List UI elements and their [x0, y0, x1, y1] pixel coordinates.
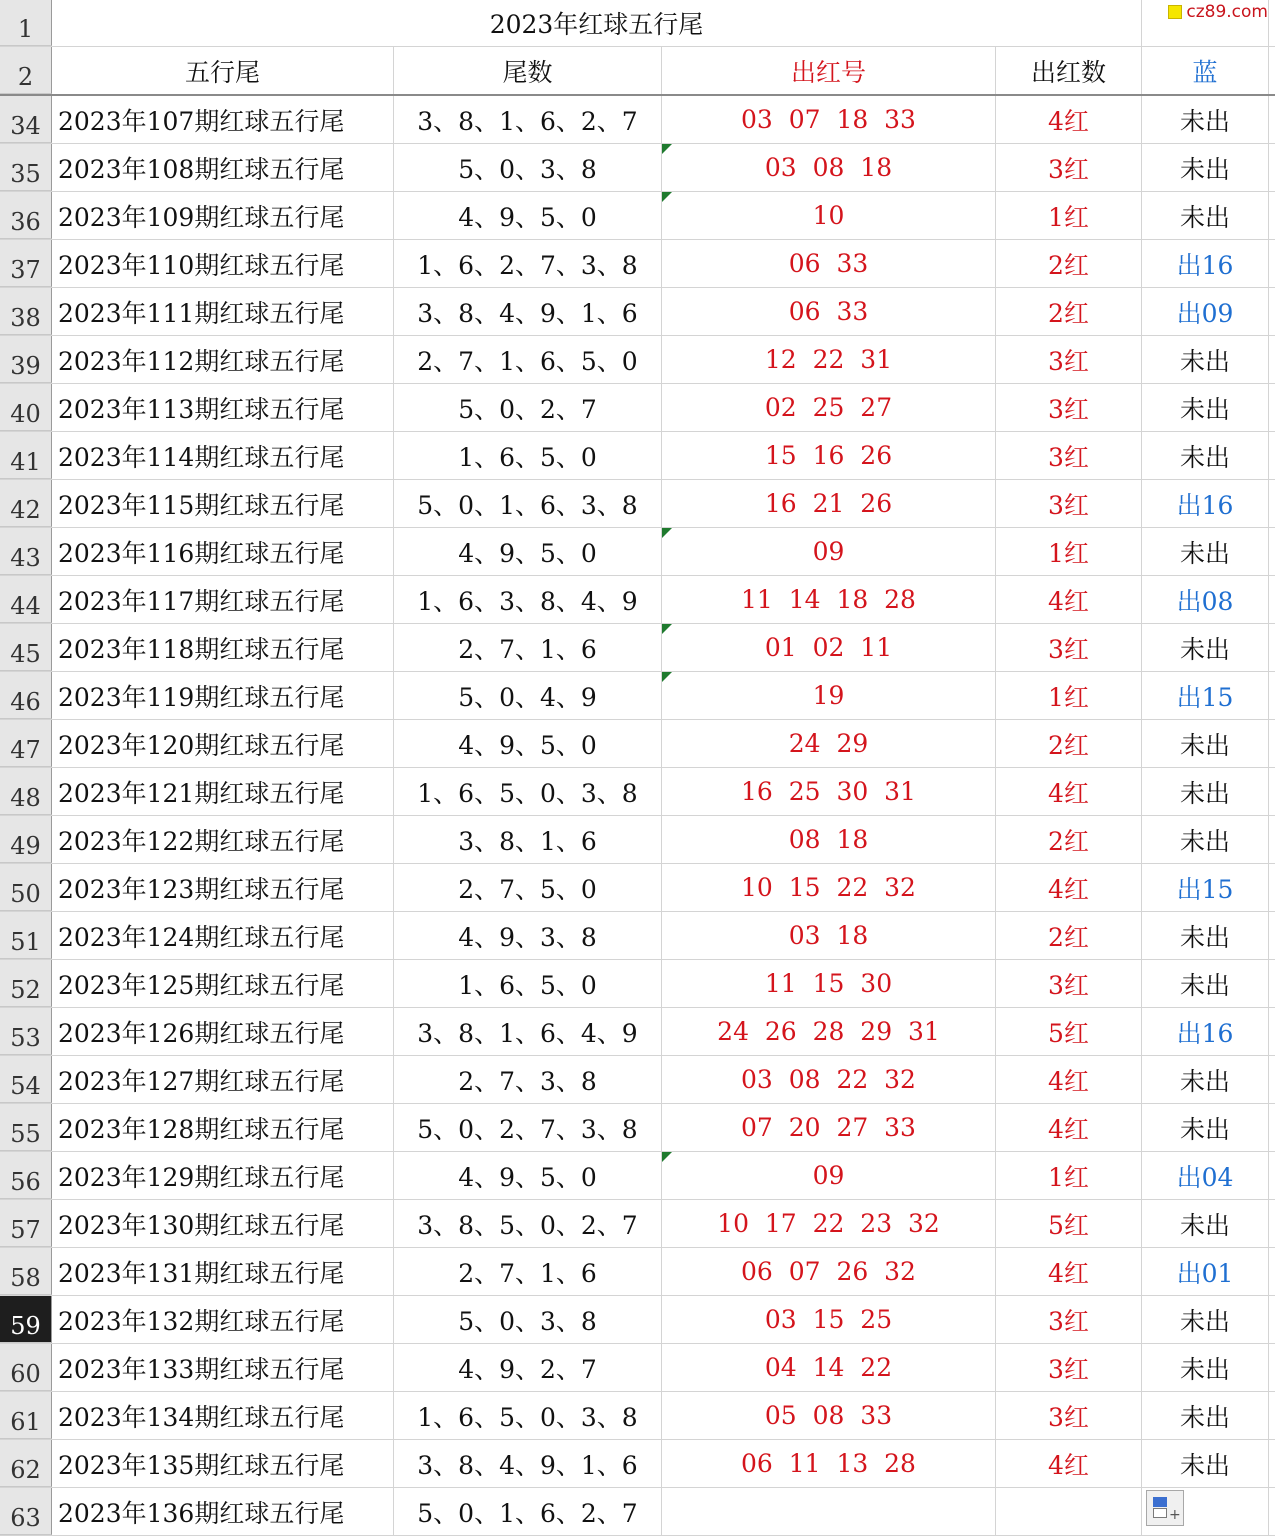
table-row [0, 1152, 1275, 1200]
empty-cell [1269, 432, 1275, 479]
cell-tails[interactable]: 3、8、1、6、2、7 [394, 96, 662, 143]
cell-red-count[interactable]: 3红 [996, 384, 1142, 431]
cell-red-numbers[interactable] [662, 1056, 996, 1103]
red-numbers-text: 11 14 18 28 [741, 585, 916, 614]
cell-red-count[interactable]: 4红 [996, 864, 1142, 911]
row-header[interactable]: 49 [0, 816, 52, 863]
cell-name[interactable]: 2023年117期红球五行尾 [52, 576, 394, 623]
cell-blue[interactable]: 未出 [1142, 960, 1269, 1007]
red-numbers-text: 24 26 28 29 31 [717, 1017, 940, 1046]
empty-cell [1269, 816, 1275, 863]
row-header[interactable]: 56 [0, 1152, 52, 1199]
empty-cell [1269, 288, 1275, 335]
red-numbers-text: 06 11 13 28 [741, 1449, 916, 1478]
cell-red-numbers[interactable] [662, 768, 996, 815]
empty-cell [1269, 1488, 1275, 1535]
row-header[interactable]: 59 [0, 1296, 52, 1343]
header-tails[interactable]: 尾数 [394, 47, 662, 94]
cell-red-count[interactable]: 3红 [996, 1296, 1142, 1343]
cell-tails[interactable]: 5、0、1、6、3、8 [394, 480, 662, 527]
table-row [0, 1104, 1275, 1152]
cell-red-count[interactable]: 3红 [996, 432, 1142, 479]
cell-tails[interactable]: 5、0、2、7、3、8 [394, 1104, 662, 1151]
empty-cell[interactable] [1142, 0, 1269, 46]
cell-name[interactable]: 2023年129期红球五行尾 [52, 1152, 394, 1199]
cell-red-count[interactable]: 3红 [996, 960, 1142, 1007]
row-header[interactable]: 42 [0, 480, 52, 527]
cell-red-numbers[interactable] [662, 720, 996, 767]
cell-tails[interactable]: 3、8、4、9、1、6 [394, 288, 662, 335]
cell-blue[interactable]: 未出 [1142, 912, 1269, 959]
cell-red-count[interactable]: 2红 [996, 720, 1142, 767]
cell-name[interactable]: 2023年136期红球五行尾 [52, 1488, 394, 1535]
red-numbers-text: 02 25 27 [764, 393, 893, 422]
table-row [0, 96, 1275, 144]
row-header[interactable]: 37 [0, 240, 52, 287]
red-numbers-text: 09 [812, 1161, 845, 1190]
cell-name[interactable]: 2023年119期红球五行尾 [52, 672, 394, 719]
red-numbers-text: 06 07 26 32 [741, 1257, 916, 1286]
cell-red-numbers[interactable] [662, 480, 996, 527]
row-header[interactable]: 45 [0, 624, 52, 671]
row-header[interactable]: 40 [0, 384, 52, 431]
cell-red-numbers[interactable] [662, 1344, 996, 1391]
cell-tails[interactable]: 3、8、1、6 [394, 816, 662, 863]
comment-marker-icon [662, 192, 672, 202]
table-row [0, 1392, 1275, 1440]
cell-tails[interactable]: 1、6、2、7、3、8 [394, 240, 662, 287]
cell-name[interactable]: 2023年131期红球五行尾 [52, 1248, 394, 1295]
red-numbers-text: 10 17 22 23 32 [717, 1209, 940, 1238]
cell-name[interactable]: 2023年107期红球五行尾 [52, 96, 394, 143]
cell-red-numbers[interactable] [662, 1152, 996, 1199]
cell-tails[interactable]: 2、7、5、0 [394, 864, 662, 911]
table-row [0, 432, 1275, 480]
comment-marker-icon [662, 1152, 672, 1162]
cell-red-count[interactable]: 3红 [996, 480, 1142, 527]
cell-blue[interactable]: 出15 [1142, 672, 1269, 719]
cell-name[interactable]: 2023年127期红球五行尾 [52, 1056, 394, 1103]
cell-blue[interactable]: 未出 [1142, 1200, 1269, 1247]
cell-tails[interactable]: 3、8、1、6、4、9 [394, 1008, 662, 1055]
table-row [0, 960, 1275, 1008]
cell-blue[interactable]: 未出 [1142, 1344, 1269, 1391]
row-header[interactable]: 63 [0, 1488, 52, 1535]
cell-name[interactable]: 2023年128期红球五行尾 [52, 1104, 394, 1151]
row-header[interactable]: 38 [0, 288, 52, 335]
header-wuxingwei[interactable]: 五行尾 [52, 47, 394, 94]
empty-cell [1269, 1392, 1275, 1439]
cell-red-count[interactable]: 4红 [996, 1104, 1142, 1151]
red-numbers-text: 11 15 30 [764, 969, 893, 998]
row-header[interactable]: 35 [0, 144, 52, 191]
cell-blue[interactable]: 未出 [1142, 1056, 1269, 1103]
cell-red-count[interactable]: 3红 [996, 1344, 1142, 1391]
cell-name[interactable]: 2023年115期红球五行尾 [52, 480, 394, 527]
table-row [0, 288, 1275, 336]
red-numbers-text: 04 14 22 [764, 1353, 893, 1382]
cell-red-count[interactable]: 2红 [996, 912, 1142, 959]
cell-tails[interactable]: 1、6、5、0 [394, 960, 662, 1007]
cell-red-numbers[interactable] [662, 96, 996, 143]
cell-name[interactable]: 2023年111期红球五行尾 [52, 288, 394, 335]
red-numbers-text: 05 08 33 [764, 1401, 893, 1430]
table-row [0, 384, 1275, 432]
cell-red-numbers[interactable] [662, 528, 996, 575]
title-row [0, 0, 1275, 47]
red-numbers-text: 12 22 31 [764, 345, 893, 374]
red-numbers-text: 03 08 18 [764, 153, 893, 182]
cell-tails[interactable]: 5、0、3、8 [394, 1296, 662, 1343]
row-header[interactable]: 47 [0, 720, 52, 767]
cell-red-numbers[interactable] [662, 960, 996, 1007]
cell-red-count[interactable]: 1红 [996, 528, 1142, 575]
cell-blue[interactable]: 出16 [1142, 240, 1269, 287]
empty-cell [1269, 240, 1275, 287]
cell-name[interactable]: 2023年121期红球五行尾 [52, 768, 394, 815]
cell-tails[interactable]: 4、9、2、7 [394, 1344, 662, 1391]
red-numbers-text: 09 [812, 537, 845, 566]
empty-cell [1269, 144, 1275, 191]
cell-tails[interactable]: 4、9、5、0 [394, 720, 662, 767]
paste-options-button[interactable] [1146, 1490, 1184, 1526]
cell-blue[interactable]: 未出 [1142, 1440, 1269, 1487]
table-row [0, 1008, 1275, 1056]
cell-name[interactable]: 2023年130期红球五行尾 [52, 1200, 394, 1247]
cell-red-numbers[interactable] [662, 672, 996, 719]
cell-red-numbers[interactable] [662, 1248, 996, 1295]
row-header[interactable]: 57 [0, 1200, 52, 1247]
red-numbers-text: 16 25 30 31 [741, 777, 916, 806]
empty-cell [1269, 1056, 1275, 1103]
cell-red-numbers[interactable] [662, 1008, 996, 1055]
cell-red-numbers[interactable] [662, 240, 996, 287]
cell-red-numbers[interactable] [662, 1200, 996, 1247]
row-header[interactable]: 60 [0, 1344, 52, 1391]
header-blue[interactable]: 蓝 [1142, 47, 1269, 94]
cell-tails[interactable]: 2、7、1、6、5、0 [394, 336, 662, 383]
header-red-numbers[interactable]: 出红号 [662, 47, 996, 94]
empty-cell [1269, 480, 1275, 527]
cell-tails[interactable]: 4、9、5、0 [394, 192, 662, 239]
cell-red-count[interactable]: 4红 [996, 1056, 1142, 1103]
table-row [0, 1440, 1275, 1488]
cell-name[interactable]: 2023年132期红球五行尾 [52, 1296, 394, 1343]
cell-name[interactable]: 2023年109期红球五行尾 [52, 192, 394, 239]
row-header[interactable]: 62 [0, 1440, 52, 1487]
cell-name[interactable]: 2023年135期红球五行尾 [52, 1440, 394, 1487]
cell-red-numbers[interactable] [662, 912, 996, 959]
red-numbers-text: 03 07 18 33 [741, 105, 916, 134]
cell-tails[interactable]: 2、7、1、6 [394, 624, 662, 671]
paste-icon-sheet [1153, 1508, 1167, 1518]
cell-name[interactable]: 2023年122期红球五行尾 [52, 816, 394, 863]
cell-blue[interactable]: 出15 [1142, 864, 1269, 911]
cell-tails[interactable]: 5、0、2、7 [394, 384, 662, 431]
cell-red-count[interactable]: 1红 [996, 672, 1142, 719]
header-red-count[interactable]: 出红数 [996, 47, 1142, 94]
cell-red-count[interactable]: 2红 [996, 240, 1142, 287]
row-header[interactable]: 50 [0, 864, 52, 911]
red-numbers-text: 01 02 11 [764, 633, 893, 662]
cell-tails[interactable]: 1、6、5、0、3、8 [394, 768, 662, 815]
cell-red-count[interactable]: 3红 [996, 336, 1142, 383]
cell-blue[interactable]: 未出 [1142, 1392, 1269, 1439]
cell-red-count[interactable]: 5红 [996, 1200, 1142, 1247]
cell-tails[interactable]: 5、0、3、8 [394, 144, 662, 191]
red-numbers-text: 16 21 26 [764, 489, 893, 518]
cell-blue[interactable]: 出01 [1142, 1248, 1269, 1295]
table-row [0, 1248, 1275, 1296]
cell-red-count[interactable]: 2红 [996, 816, 1142, 863]
logo-text: cz89.com [1186, 2, 1268, 22]
comment-marker-icon [662, 528, 672, 538]
cell-blue[interactable]: 出04 [1142, 1152, 1269, 1199]
cell-tails[interactable]: 4、9、5、0 [394, 1152, 662, 1199]
cell-name[interactable]: 2023年125期红球五行尾 [52, 960, 394, 1007]
empty-cell [1269, 528, 1275, 575]
table-row [0, 624, 1275, 672]
red-numbers-text: 10 [812, 201, 845, 230]
cell-red-numbers[interactable] [662, 336, 996, 383]
table-row [0, 1200, 1275, 1248]
table-row [0, 480, 1275, 528]
row-header[interactable]: 2 [0, 47, 52, 94]
cell-red-numbers[interactable] [662, 624, 996, 671]
red-numbers-text: 19 [812, 681, 845, 710]
cell-blue[interactable]: 未出 [1142, 816, 1269, 863]
cell-red-count[interactable]: 4红 [996, 1440, 1142, 1487]
cell-red-numbers[interactable] [662, 816, 996, 863]
comment-marker-icon [662, 624, 672, 634]
red-numbers-text: 03 15 25 [764, 1305, 893, 1334]
empty-cell [1269, 864, 1275, 911]
cell-blue[interactable]: 未出 [1142, 768, 1269, 815]
empty-cell [1269, 768, 1275, 815]
paste-icon [1153, 1497, 1167, 1507]
table-row [0, 528, 1275, 576]
cell-red-numbers[interactable] [662, 288, 996, 335]
table-row [0, 816, 1275, 864]
cell-name[interactable]: 2023年120期红球五行尾 [52, 720, 394, 767]
cell-name[interactable]: 2023年112期红球五行尾 [52, 336, 394, 383]
row-header[interactable]: 46 [0, 672, 52, 719]
cell-blue[interactable]: 未出 [1142, 720, 1269, 767]
cell-red-numbers[interactable] [662, 384, 996, 431]
cell-tails[interactable]: 2、7、3、8 [394, 1056, 662, 1103]
cell-blue[interactable]: 未出 [1142, 432, 1269, 479]
empty-cell [1269, 1200, 1275, 1247]
cell-name[interactable]: 2023年110期红球五行尾 [52, 240, 394, 287]
red-numbers-text: 06 33 [788, 297, 869, 326]
table-row [0, 768, 1275, 816]
comment-marker-icon [662, 144, 672, 154]
cell-name[interactable]: 2023年126期红球五行尾 [52, 1008, 394, 1055]
row-header[interactable]: 52 [0, 960, 52, 1007]
cell-blue[interactable]: 未出 [1142, 624, 1269, 671]
cell-red-count[interactable]: 1红 [996, 1152, 1142, 1199]
cell-name[interactable]: 2023年123期红球五行尾 [52, 864, 394, 911]
cell-blue[interactable]: 出16 [1142, 1008, 1269, 1055]
empty-cell [1269, 1440, 1275, 1487]
cell-red-numbers[interactable] [662, 1440, 996, 1487]
empty-cell [1269, 912, 1275, 959]
row-header[interactable]: 44 [0, 576, 52, 623]
row-header[interactable]: 34 [0, 96, 52, 143]
cell-blue[interactable]: 未出 [1142, 1296, 1269, 1343]
cell-tails[interactable]: 4、9、5、0 [394, 528, 662, 575]
cell-blue[interactable]: 出09 [1142, 288, 1269, 335]
empty-cell [1269, 1104, 1275, 1151]
cell-red-numbers[interactable] [662, 1488, 996, 1535]
cell-red-numbers[interactable] [662, 432, 996, 479]
cell-name[interactable]: 2023年113期红球五行尾 [52, 384, 394, 431]
comment-marker-icon [662, 672, 672, 682]
cell-name[interactable]: 2023年118期红球五行尾 [52, 624, 394, 671]
cell-blue[interactable]: 未出 [1142, 144, 1269, 191]
empty-cell [1269, 720, 1275, 767]
cell-blue[interactable]: 未出 [1142, 336, 1269, 383]
table-row [0, 144, 1275, 192]
row-header[interactable]: 51 [0, 912, 52, 959]
cell-name[interactable]: 2023年124期红球五行尾 [52, 912, 394, 959]
cell-tails[interactable]: 3、8、5、0、2、7 [394, 1200, 662, 1247]
cell-tails[interactable]: 1、6、3、8、4、9 [394, 576, 662, 623]
cell-red-count[interactable]: 2红 [996, 288, 1142, 335]
cell-red-numbers[interactable] [662, 144, 996, 191]
cell-tails[interactable]: 5、0、4、9 [394, 672, 662, 719]
empty-cell [1269, 1344, 1275, 1391]
empty-cell [1269, 672, 1275, 719]
row-header[interactable]: 54 [0, 1056, 52, 1103]
cell-tails[interactable]: 1、6、5、0、3、8 [394, 1392, 662, 1439]
cell-blue[interactable]: 未出 [1142, 1104, 1269, 1151]
red-numbers-text: 10 15 22 32 [741, 873, 916, 902]
row-header[interactable]: 58 [0, 1248, 52, 1295]
row-header[interactable]: 53 [0, 1008, 52, 1055]
cell-red-count[interactable]: 3红 [996, 144, 1142, 191]
row-header[interactable]: 61 [0, 1392, 52, 1439]
table-row [0, 1488, 1275, 1536]
table-row [0, 576, 1275, 624]
cell-blue[interactable]: 出08 [1142, 576, 1269, 623]
empty-cell [1269, 384, 1275, 431]
empty-cell [1269, 47, 1275, 94]
table-row [0, 240, 1275, 288]
row-header[interactable]: 48 [0, 768, 52, 815]
row-header[interactable]: 41 [0, 432, 52, 479]
row-header[interactable]: 43 [0, 528, 52, 575]
red-numbers-text: 07 20 27 33 [741, 1113, 916, 1142]
cell-red-count[interactable]: 5红 [996, 1008, 1142, 1055]
cell-red-numbers[interactable] [662, 1104, 996, 1151]
cell-red-numbers[interactable] [662, 1392, 996, 1439]
red-numbers-text: 24 29 [788, 729, 869, 758]
red-numbers-text: 03 18 [788, 921, 869, 950]
cell-name[interactable]: 2023年116期红球五行尾 [52, 528, 394, 575]
cell-red-count[interactable]: 4红 [996, 576, 1142, 623]
cell-name[interactable]: 2023年133期红球五行尾 [52, 1344, 394, 1391]
cell-red-count[interactable]: 3红 [996, 624, 1142, 671]
empty-cell [1269, 1008, 1275, 1055]
row-header[interactable]: 55 [0, 1104, 52, 1151]
table-row [0, 864, 1275, 912]
cell-blue[interactable]: 出16 [1142, 480, 1269, 527]
empty-cell [1269, 960, 1275, 1007]
plus-icon: + [1169, 1507, 1181, 1523]
cell-red-count[interactable]: 1红 [996, 192, 1142, 239]
table-row [0, 192, 1275, 240]
row-header[interactable]: 1 [0, 0, 52, 46]
sheet-title[interactable]: 2023年红球五行尾 [52, 0, 1142, 46]
cell-name[interactable]: 2023年134期红球五行尾 [52, 1392, 394, 1439]
red-numbers-text: 15 16 26 [764, 441, 893, 470]
empty-cell [1269, 1296, 1275, 1343]
cell-blue[interactable]: 未出 [1142, 528, 1269, 575]
cell-red-numbers[interactable] [662, 576, 996, 623]
empty-cell [1269, 1152, 1275, 1199]
empty-cell [1269, 1248, 1275, 1295]
empty-cell [1269, 576, 1275, 623]
cell-name[interactable]: 2023年108期红球五行尾 [52, 144, 394, 191]
table-row [0, 672, 1275, 720]
cell-red-count[interactable]: 3红 [996, 1392, 1142, 1439]
table-row [0, 1296, 1275, 1344]
cell-blue[interactable]: 未出 [1142, 192, 1269, 239]
cell-name[interactable]: 2023年114期红球五行尾 [52, 432, 394, 479]
cell-red-numbers[interactable] [662, 864, 996, 911]
row-header[interactable]: 39 [0, 336, 52, 383]
table-row [0, 720, 1275, 768]
cell-red-count[interactable]: 4红 [996, 768, 1142, 815]
cell-blue[interactable]: 未出 [1142, 96, 1269, 143]
empty-cell [1269, 336, 1275, 383]
table-row [0, 1344, 1275, 1392]
cell-red-numbers[interactable] [662, 1296, 996, 1343]
cell-tails[interactable]: 1、6、5、0 [394, 432, 662, 479]
empty-cell [1269, 96, 1275, 143]
empty-cell [1269, 624, 1275, 671]
table-row [0, 336, 1275, 384]
cell-red-numbers[interactable] [662, 192, 996, 239]
row-header[interactable]: 36 [0, 192, 52, 239]
red-numbers-text: 08 18 [788, 825, 869, 854]
cell-tails[interactable]: 4、9、3、8 [394, 912, 662, 959]
table-row [0, 1056, 1275, 1104]
red-numbers-text: 06 33 [788, 249, 869, 278]
red-numbers-text: 03 08 22 32 [741, 1065, 916, 1094]
header-row [0, 47, 1275, 96]
cell-tails[interactable]: 2、7、1、6 [394, 1248, 662, 1295]
table-row [0, 912, 1275, 960]
cell-tails[interactable]: 5、0、1、6、2、7 [394, 1488, 662, 1535]
cell-blue[interactable]: 未出 [1142, 384, 1269, 431]
cell-red-count[interactable] [996, 1488, 1142, 1535]
cell-tails[interactable]: 3、8、4、9、1、6 [394, 1440, 662, 1487]
cell-red-count[interactable]: 4红 [996, 1248, 1142, 1295]
empty-cell [1269, 192, 1275, 239]
cell-red-count[interactable]: 4红 [996, 96, 1142, 143]
